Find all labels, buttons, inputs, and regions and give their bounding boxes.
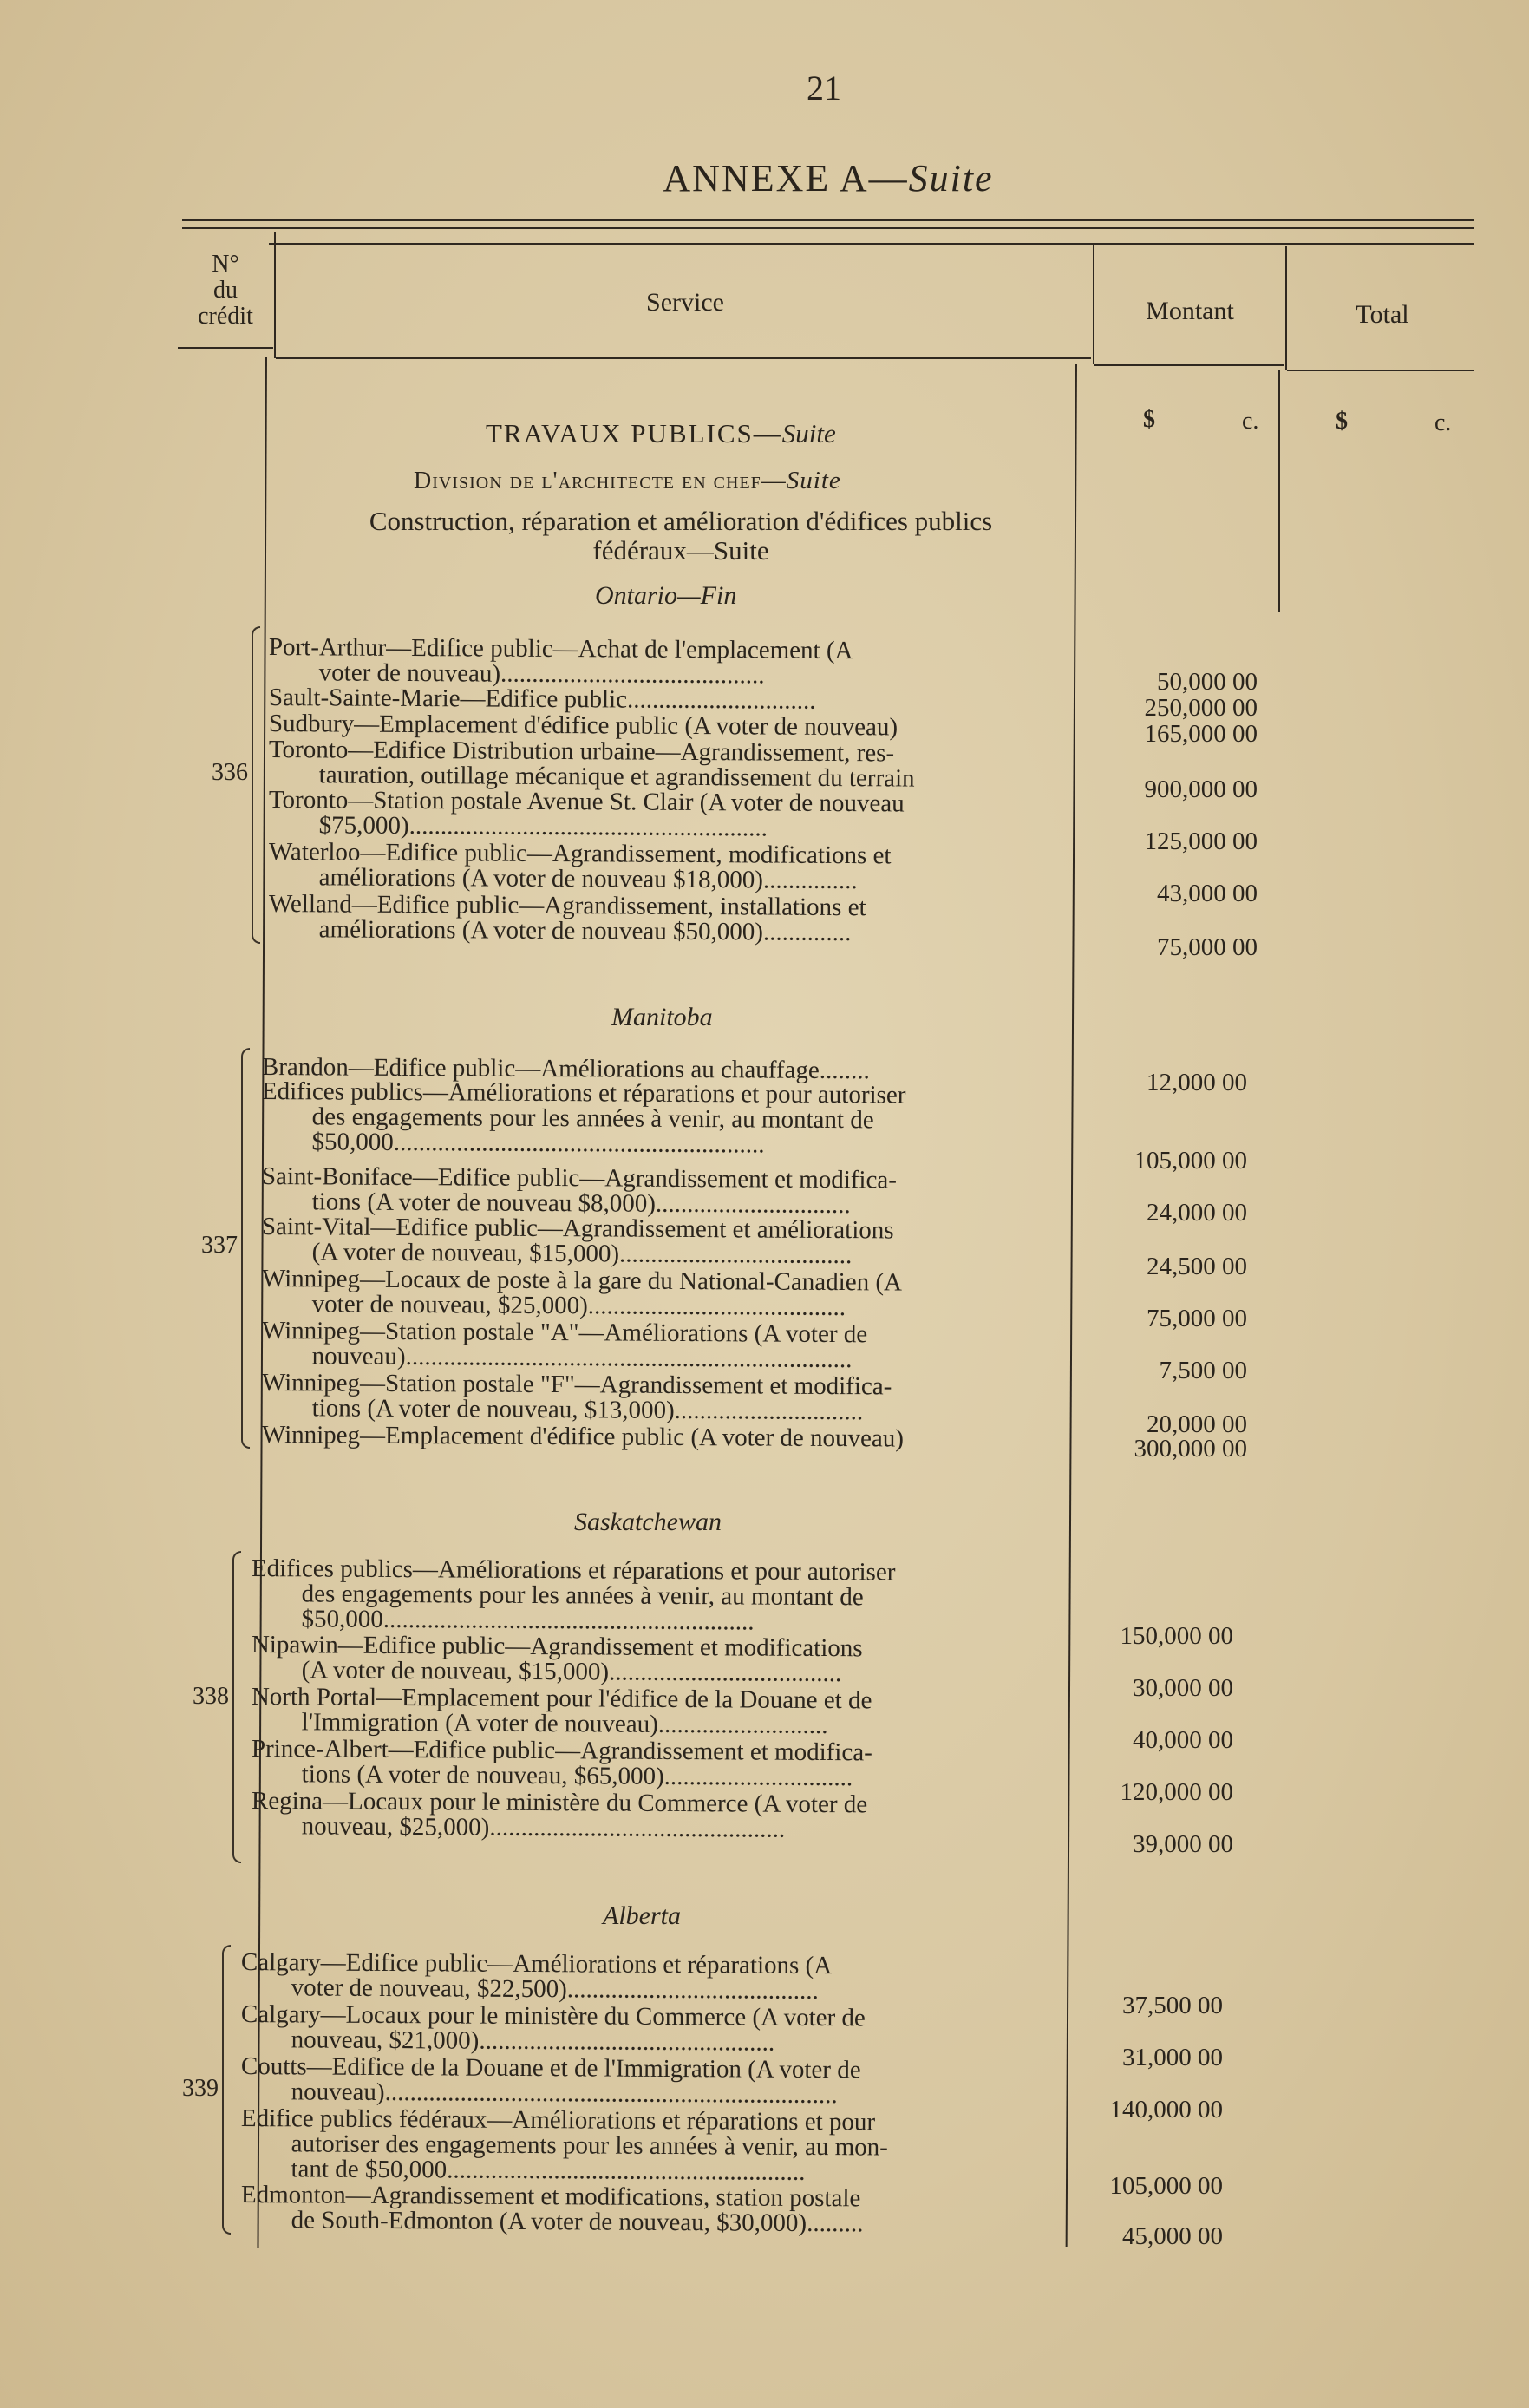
entry-text (269, 635, 1080, 690)
entry-line: de South-Edmonton (A voter de nouveau, $30,000)......... (291, 2206, 864, 2238)
column-rule-amount (1285, 246, 1287, 370)
entry-amount: 30,000 00 (1133, 1674, 1233, 1702)
service-header: Service (646, 288, 724, 317)
brace-337 (241, 1048, 250, 1449)
top-rule-2 (182, 227, 1474, 229)
entry-amount: 24,000 00 (1147, 1199, 1247, 1227)
top-rule-1 (182, 219, 1474, 221)
entry-text (252, 1633, 1062, 1688)
column-rule-credit (274, 232, 276, 358)
entry-line: Saint-Boniface—Edifice public—Agrandissement et modifica- (261, 1162, 898, 1194)
top-rule-3 (269, 243, 1474, 245)
department-heading (486, 418, 836, 449)
entry-text (269, 840, 1080, 895)
entry-line: améliorations (A voter de nouveau $18,000)............... (318, 863, 858, 895)
entry-text (252, 1737, 1062, 1792)
entry-amount: 43,000 00 (1157, 880, 1258, 907)
entry-line: $50,000........................................................... (301, 1605, 755, 1636)
entry-line: Edifices publics—Améliorations et réparations et pour autoriser (251, 1554, 896, 1587)
credit-header-line2: du (213, 277, 238, 304)
division-main: Division de l'architecte en chef— (414, 468, 787, 494)
entry-text (262, 1319, 1073, 1374)
entry-line: Welland—Edifice public—Agrandissement, installations et (268, 890, 866, 922)
entry-text (269, 788, 1080, 843)
entry-amount: 50,000 00 (1157, 668, 1258, 696)
entry-text (269, 892, 1080, 947)
brace-338 (232, 1551, 241, 1863)
entry-text (269, 737, 1080, 793)
entry-amount: 105,000 00 (1109, 2172, 1223, 2200)
entry-line: (A voter de nouveau, $15,000)..................................... (301, 1656, 842, 1688)
entry-line: Edifices publics—Améliorations et réparations et pour autoriser (261, 1077, 906, 1109)
header-rule-credit (178, 347, 273, 349)
entry-amount: 250,000 00 (1144, 694, 1258, 722)
entry-text (261, 1079, 1073, 1160)
construction-heading (278, 507, 1084, 566)
entry-line: tions (A voter de nouveau $8,000)............................... (311, 1188, 851, 1220)
entry-line: Brandon—Edifice public—Améliorations au chauffage........ (261, 1053, 870, 1085)
division-suffix: Suite (786, 467, 841, 494)
entry-amount: 7,500 00 (1159, 1357, 1247, 1384)
entry-text (262, 1371, 1073, 1426)
brace-336 (252, 626, 260, 944)
entry-text (241, 1950, 1052, 2006)
entry-text (262, 1266, 1073, 1322)
amount-dollar: $ (1143, 406, 1155, 433)
entry-line: Toronto—Station postale Avenue St. Clair (A voter de nouveau (268, 786, 905, 818)
entry-line: nouveau)....................................................................... (311, 1342, 853, 1374)
credit-header-line3: crédit (198, 303, 253, 330)
entry-line: autoriser des engagements pour les années à venir, au mon- (291, 2130, 888, 2162)
header-rule-total (1287, 370, 1474, 371)
entry-line: Toronto—Edifice Distribution urbaine—Agrandissement, res- (268, 736, 895, 768)
credit-number-338: 338 (193, 1683, 229, 1710)
entry-line: Calgary—Locaux pour le ministère du Commerce (A voter de (240, 2000, 866, 2032)
entry-line: tions (A voter de nouveau, $13,000).............................. (311, 1394, 864, 1426)
entry-amount: 40,000 00 (1133, 1726, 1233, 1754)
entry-amount: 45,000 00 (1122, 2222, 1223, 2250)
header-rule-amount (1094, 364, 1284, 366)
entry-amount: 165,000 00 (1144, 720, 1258, 748)
column-rule-amount-body (1278, 370, 1280, 612)
entry-amount: 140,000 00 (1109, 2096, 1223, 2123)
credit-number-336: 336 (212, 759, 248, 786)
division-heading (414, 467, 841, 495)
entry-line: Edmonton—Agrandissement et modifications, station postale (240, 2181, 861, 2213)
entry-line: Edifice publics fédéraux—Améliorations et réparations et pour (240, 2104, 876, 2136)
entry-amount: 24,500 00 (1147, 1253, 1247, 1280)
entry-line: voter de nouveau).......................................... (318, 658, 765, 690)
entry-line: Winnipeg—Locaux de poste à la gare du National-Canadien (A (261, 1265, 903, 1297)
entry-line: Regina—Locaux pour le ministère du Commerce (A voter de (251, 1787, 868, 1819)
entry-line: Sudbury—Emplacement d'édifice public (A voter de nouveau) (268, 710, 898, 742)
entry-line: Calgary—Edifice public—Améliorations et réparations (A (240, 1948, 833, 1980)
entry-text (251, 1556, 1062, 1637)
entry-line: des engagements pour les années à venir, au montant de (311, 1103, 874, 1135)
amount-header: Montant (1146, 297, 1234, 325)
entry-amount: 39,000 00 (1133, 1830, 1233, 1858)
total-header: Total (1356, 300, 1409, 329)
entry-line: nouveau)........................................................................ (291, 2078, 838, 2110)
province-heading-manitoba: Manitoba (611, 1003, 713, 1031)
entry-text (241, 2054, 1052, 2110)
entry-line: (A voter de nouveau, $15,000)..................................... (311, 1238, 853, 1270)
entry-amount: 125,000 00 (1144, 828, 1258, 855)
entry-amount: 900,000 00 (1144, 775, 1258, 803)
entry-line: Nipawin—Edifice public—Agrandissement et modifications (251, 1631, 863, 1663)
entry-text (262, 1423, 1073, 1453)
entry-line: $50,000........................................................... (311, 1128, 765, 1159)
credit-number-339: 339 (182, 2075, 219, 2102)
entry-amount: 120,000 00 (1120, 1778, 1233, 1806)
credit-header (178, 252, 273, 330)
credit-number-337: 337 (201, 1232, 238, 1259)
amount-cents: c. (1242, 408, 1259, 435)
province-heading-alberta: Alberta (603, 1901, 681, 1930)
entry-amount: 105,000 00 (1134, 1147, 1247, 1175)
total-dollar: $ (1336, 408, 1348, 435)
entry-line: Prince-Albert—Edifice public—Agrandissement et modifica- (251, 1735, 872, 1767)
entry-text (241, 2182, 1052, 2238)
entry-line: voter de nouveau, $25,000)......................................... (311, 1290, 846, 1322)
header-rule-service (276, 357, 1091, 359)
entry-amount: 31,000 00 (1122, 2044, 1223, 2071)
credit-header-line1: N° (212, 251, 239, 278)
title-suffix: Suite (908, 157, 994, 200)
entry-line: tauration, outillage mécanique et agrandissement du terrain (318, 761, 915, 793)
column-rule-service (1093, 243, 1094, 364)
entry-line: $75,000)......................................................... (318, 811, 768, 842)
entry-line: North Portal—Emplacement pour l'édifice de la Douane et de (251, 1683, 872, 1715)
department-suffix: Suite (781, 418, 836, 448)
entry-line: nouveau, $25,000)............................................... (301, 1812, 786, 1843)
entry-amount: 20,000 00 (1147, 1410, 1247, 1438)
province-heading-saskatchewan: Saskatchewan (574, 1508, 722, 1536)
construction-heading-line1: Construction, réparation et amélioration d'édifices publics (369, 506, 993, 536)
entry-line: nouveau, $21,000)............................................... (291, 2025, 775, 2057)
entry-line: voter de nouveau, $22,500)........................................ (291, 1973, 819, 2006)
entry-line: Sault-Sainte-Marie—Edifice public.............................. (268, 684, 816, 715)
entry-text (241, 2002, 1052, 2058)
entry-line: Waterloo—Edifice public—Agrandissement, modifications et (268, 838, 892, 870)
entry-line: Winnipeg—Station postale "F"—Agrandissement et modifica- (261, 1369, 892, 1401)
entry-line: Winnipeg—Station postale "A"—Améliorations (A voter de (261, 1317, 868, 1349)
entry-amount: 150,000 00 (1120, 1622, 1233, 1650)
title-main: ANNEXE A— (663, 157, 909, 200)
entry-text (252, 1685, 1062, 1740)
page-title (0, 156, 1529, 200)
entry-text (262, 1164, 1073, 1220)
entry-amount: 12,000 00 (1147, 1069, 1247, 1096)
total-cents: c. (1434, 409, 1452, 436)
entry-line: Port-Arthur—Edifice public—Achat de l'emplacement (A (268, 633, 853, 665)
page-number: 21 (807, 69, 841, 108)
entry-text (262, 1214, 1073, 1270)
entry-line: Winnipeg—Emplacement d'édifice public (A voter de nouveau) (261, 1421, 905, 1453)
department-main: TRAVAUX PUBLICS— (486, 418, 782, 448)
entry-amount: 37,500 00 (1122, 1992, 1223, 2019)
entry-line: tions (A voter de nouveau, $65,000).............................. (301, 1760, 853, 1792)
entry-line: tant de $50,000......................................................... (291, 2155, 806, 2186)
entry-amount: 300,000 00 (1134, 1435, 1247, 1462)
entry-line: Coutts—Edifice de la Douane et de l'Immigration (A voter de (240, 2052, 861, 2084)
entry-amount: 75,000 00 (1147, 1305, 1247, 1332)
entry-line: l'Immigration (A voter de nouveau)........................... (301, 1708, 828, 1740)
entry-text (252, 1789, 1062, 1844)
brace-339 (222, 1945, 231, 2235)
entry-line: Saint-Vital—Edifice public—Agrandissement et améliorations (261, 1213, 894, 1245)
entry-line: améliorations (A voter de nouveau $50,000).............. (318, 915, 852, 947)
entry-line: des engagements pour les années à venir, au montant de (301, 1580, 864, 1612)
construction-heading-line2: fédéraux—Suite (592, 535, 769, 566)
entry-amount: 75,000 00 (1157, 933, 1258, 961)
province-heading-ontario: Ontario—Fin (595, 581, 737, 610)
entry-text (240, 2106, 1052, 2187)
